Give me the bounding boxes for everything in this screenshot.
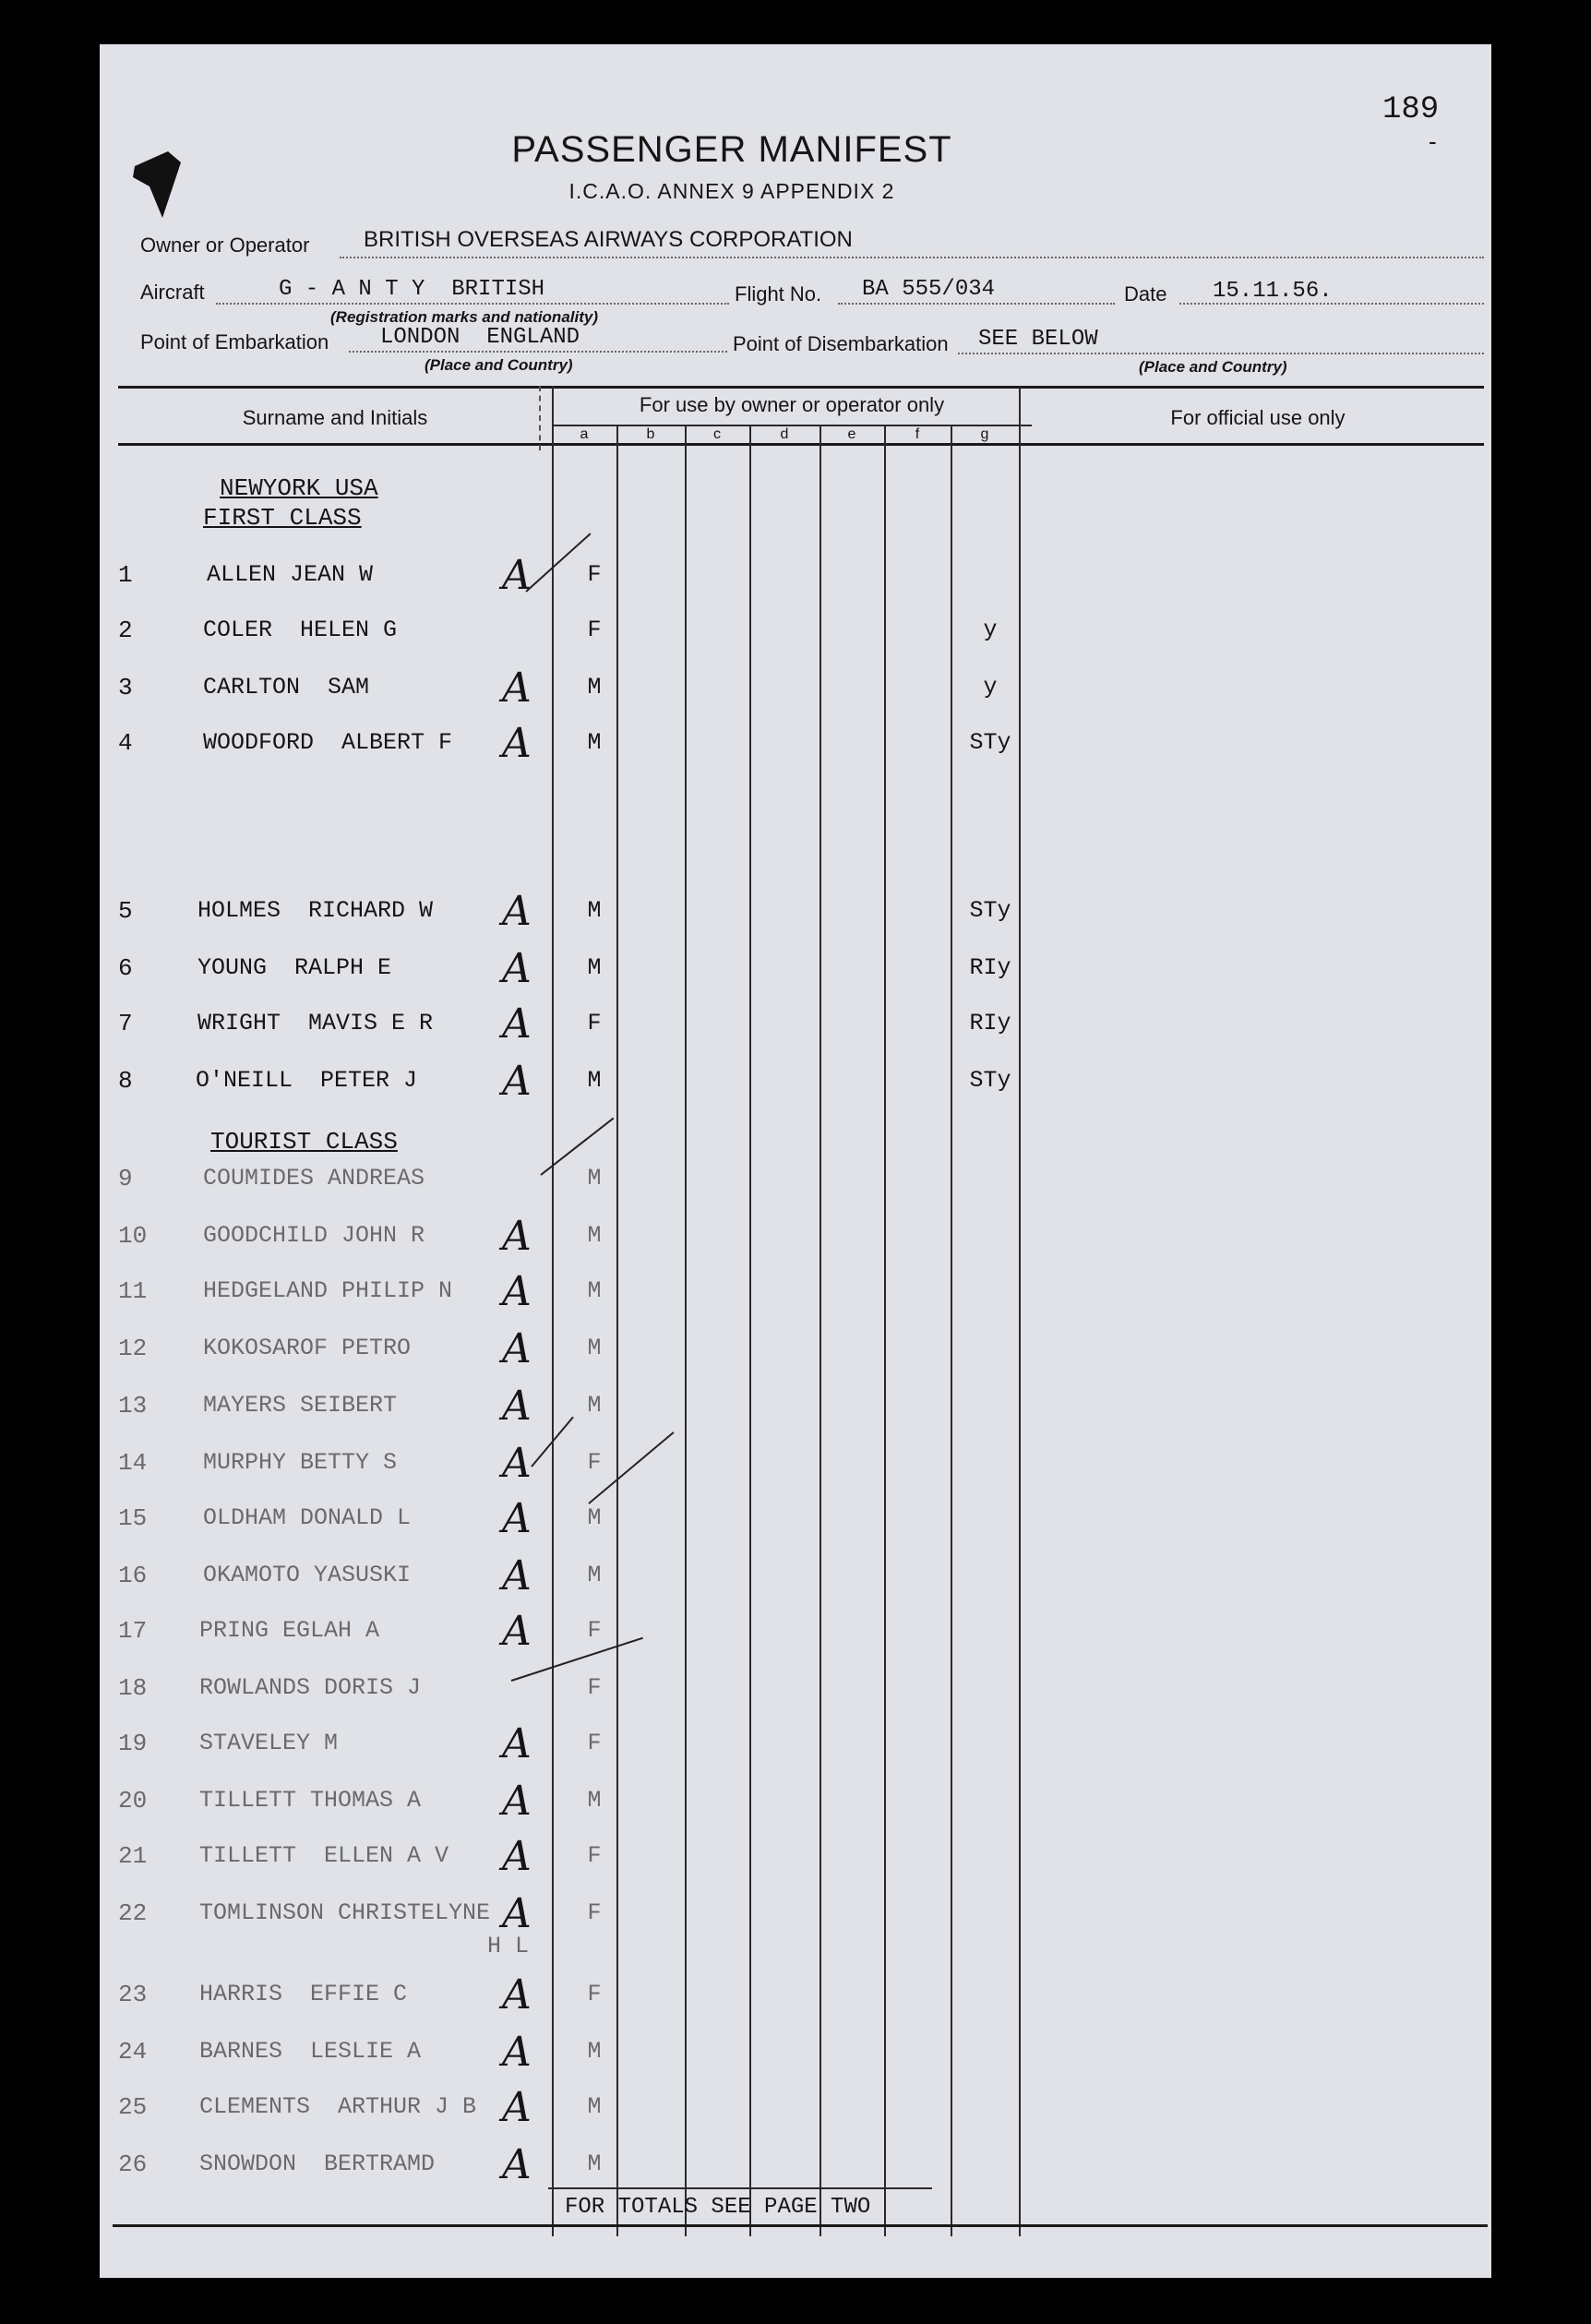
passenger-name: PRING EGLAH A xyxy=(199,1617,380,1644)
totals-rule xyxy=(548,2187,932,2189)
passenger-name: WRIGHT MAVIS E R xyxy=(197,1010,434,1036)
handwritten-mark: A xyxy=(502,1608,532,1655)
passenger-sex: F xyxy=(587,1730,602,1756)
handwritten-mark: A xyxy=(502,1213,532,1260)
passenger-sex: M xyxy=(587,1562,602,1588)
flight-value: BA 555/034 xyxy=(862,277,996,302)
passenger-name: YOUNG RALPH E xyxy=(197,954,392,981)
embark-note: (Place and Country) xyxy=(425,356,573,374)
passenger-name: OLDHAM DONALD L xyxy=(203,1504,412,1531)
column-letter-a: a xyxy=(580,426,589,442)
column-letter-e: e xyxy=(847,426,856,442)
col-official-header: For official use only xyxy=(1170,406,1346,429)
table-row xyxy=(100,1890,1491,1959)
table-row xyxy=(100,1495,1491,1542)
page-dash: - xyxy=(1429,127,1437,155)
table-row xyxy=(100,2141,1491,2188)
flight-dotline xyxy=(838,303,1115,305)
passenger-number: 3 xyxy=(118,674,133,701)
passenger-name: O'NEILL PETER J xyxy=(196,1067,418,1094)
table-row xyxy=(100,1383,1491,1430)
passenger-name: HOLMES RICHARD W xyxy=(197,897,434,924)
passenger-number: 4 xyxy=(118,729,133,757)
passenger-name: ROWLANDS DORIS J xyxy=(199,1674,422,1701)
passenger-name: CARLTON SAM xyxy=(203,674,370,701)
flight-label: Flight No. xyxy=(735,282,822,305)
table-row xyxy=(100,617,1491,653)
passenger-number: 8 xyxy=(118,1067,133,1095)
column-letter-b: b xyxy=(646,426,655,442)
handwritten-mark: A xyxy=(502,945,532,992)
handwritten-mark: A xyxy=(502,1325,532,1372)
passenger-name: TOMLINSON CHRISTELYNE xyxy=(199,1899,491,1926)
passenger-number: 7 xyxy=(118,1010,133,1037)
passenger-sex: F xyxy=(587,1981,602,2007)
passenger-number: 13 xyxy=(118,1392,148,1420)
column-letter-c: c xyxy=(713,426,721,442)
passenger-code-g: RIy xyxy=(969,1010,1011,1036)
passenger-sex: M xyxy=(587,1335,602,1361)
table-row xyxy=(100,888,1491,935)
handwritten-mark: A xyxy=(502,1778,532,1825)
table-top-rule xyxy=(118,386,1484,389)
handwritten-mark: A xyxy=(502,665,532,712)
passenger-number: 20 xyxy=(118,1787,148,1815)
handwritten-mark: A xyxy=(502,1383,532,1430)
passenger-number: 18 xyxy=(118,1674,148,1702)
date-dotline xyxy=(1179,303,1484,305)
handwritten-mark: A xyxy=(502,2084,532,2131)
table-row xyxy=(100,1674,1491,1711)
table-row xyxy=(100,1268,1491,1315)
table-row xyxy=(100,665,1491,712)
passenger-sex: M xyxy=(587,1277,602,1304)
handwritten-mark: A xyxy=(502,2141,532,2188)
passenger-sex: F xyxy=(587,1842,602,1869)
passenger-name: COUMIDES ANDREAS xyxy=(203,1165,425,1192)
passenger-number: 25 xyxy=(118,2093,148,2121)
passenger-number: 6 xyxy=(118,954,133,982)
passenger-name: TILLETT THOMAS A xyxy=(199,1787,422,1814)
col-owner-header: For use by owner or operator only xyxy=(639,393,945,416)
manifest-subtitle: I.C.A.O. ANNEX 9 APPENDIX 2 xyxy=(568,179,895,203)
handwritten-mark: A xyxy=(502,720,532,767)
embark-label: Point of Embarkation xyxy=(140,330,329,353)
passenger-number: 12 xyxy=(118,1335,148,1362)
tourist-class-heading: TOURIST CLASS xyxy=(210,1128,398,1156)
handwritten-mark: A xyxy=(502,888,532,935)
passenger-code-g: y xyxy=(983,674,998,701)
passenger-number: 16 xyxy=(118,1562,148,1589)
date-value: 15.11.56. xyxy=(1213,279,1333,304)
passenger-sex: M xyxy=(587,1504,602,1531)
passenger-code-g: STy xyxy=(969,897,1011,924)
table-row xyxy=(100,1720,1491,1767)
table-bottom-rule xyxy=(113,2224,1488,2227)
table-row xyxy=(100,1165,1491,1202)
table-row xyxy=(100,720,1491,767)
passenger-sex: M xyxy=(587,2093,602,2120)
column-letter-d: d xyxy=(780,426,789,442)
passenger-sex: M xyxy=(587,897,602,924)
handwritten-mark: A xyxy=(502,1440,532,1487)
page-number: 189 xyxy=(1382,92,1440,127)
passenger-number: 11 xyxy=(118,1277,148,1305)
column-letter-f: f xyxy=(915,426,920,442)
passenger-sex: M xyxy=(587,954,602,981)
manifest-title: PASSENGER MANIFEST xyxy=(511,129,952,170)
manifest-page xyxy=(100,44,1491,2278)
aircraft-note: (Registration marks and nationality) xyxy=(330,308,598,326)
table-row xyxy=(100,1971,1491,2019)
passenger-number: 26 xyxy=(118,2150,148,2178)
passenger-name: SNOWDON BERTRAMD xyxy=(199,2150,436,2177)
embark-dotline xyxy=(349,351,727,353)
passenger-number: 14 xyxy=(118,1449,148,1477)
table-row xyxy=(100,2084,1491,2131)
handwritten-mark: A xyxy=(502,1720,532,1767)
passenger-sex: F xyxy=(587,561,602,588)
passenger-number: 21 xyxy=(118,1842,148,1870)
destination-heading: NEWYORK USA xyxy=(220,474,378,502)
passenger-number: 22 xyxy=(118,1899,148,1927)
table-row xyxy=(100,1325,1491,1372)
aircraft-value: G - A N T Y BRITISH xyxy=(279,277,545,302)
passenger-name: BARNES LESLIE A xyxy=(199,2038,422,2065)
surname-dash-divider xyxy=(539,386,541,450)
passenger-code-g: STy xyxy=(969,1067,1011,1094)
owner-value: BRITISH OVERSEAS AIRWAYS CORPORATION xyxy=(364,227,853,252)
handwritten-mark: A xyxy=(502,1552,532,1599)
handwritten-mark: A xyxy=(502,552,532,599)
passenger-number: 2 xyxy=(118,617,133,644)
passenger-code-g: RIy xyxy=(969,954,1011,981)
passenger-number: 10 xyxy=(118,1222,148,1250)
table-row xyxy=(100,1552,1491,1599)
passenger-number: 15 xyxy=(118,1504,148,1532)
table-row xyxy=(100,1608,1491,1655)
passenger-sex: M xyxy=(587,1787,602,1814)
table-row xyxy=(100,1778,1491,1825)
table-row xyxy=(100,552,1491,599)
table-row xyxy=(100,1213,1491,1260)
passenger-number: 5 xyxy=(118,897,133,925)
column-letter-g: g xyxy=(980,426,989,442)
table-row xyxy=(100,1440,1491,1487)
passenger-name: TILLETT ELLEN A V xyxy=(199,1842,449,1869)
passenger-name: CLEMENTS ARTHUR J B xyxy=(199,2093,477,2120)
passenger-sex: M xyxy=(587,729,602,756)
table-row xyxy=(100,2029,1491,2076)
passenger-code-g: y xyxy=(983,617,998,643)
passenger-name: HARRIS EFFIE C xyxy=(199,1981,408,2007)
disembark-value: SEE BELOW xyxy=(978,327,1098,352)
passenger-sex: M xyxy=(587,2150,602,2177)
passenger-number: 23 xyxy=(118,1981,148,2008)
passenger-sex: M xyxy=(587,1222,602,1249)
table-row xyxy=(100,1058,1491,1105)
handwritten-mark: A xyxy=(502,1833,532,1880)
first-class-heading: FIRST CLASS xyxy=(203,504,362,532)
handwritten-mark: A xyxy=(502,2029,532,2076)
table-row xyxy=(100,1000,1491,1048)
table-row xyxy=(100,1833,1491,1880)
passenger-sex: M xyxy=(587,2038,602,2065)
passenger-number: 9 xyxy=(118,1165,133,1192)
handwritten-mark: A xyxy=(502,1971,532,2019)
handwritten-mark: A xyxy=(502,1000,532,1048)
handwritten-mark: A xyxy=(502,1890,532,1937)
owner-label: Owner or Operator xyxy=(140,234,310,257)
passenger-name: MAYERS SEIBERT xyxy=(203,1392,398,1419)
passenger-number: 17 xyxy=(118,1617,148,1645)
passenger-sex: M xyxy=(587,1392,602,1419)
handwritten-mark: A xyxy=(502,1268,532,1315)
passenger-name: GOODCHILD JOHN R xyxy=(203,1222,425,1249)
handwritten-mark: A xyxy=(502,1495,532,1542)
table-row xyxy=(100,945,1491,992)
passenger-number: 1 xyxy=(118,561,133,589)
passenger-number: 19 xyxy=(118,1730,148,1757)
table-header-rule xyxy=(118,443,1484,446)
passenger-sex: F xyxy=(587,1899,602,1926)
disembark-label: Point of Disembarkation xyxy=(733,332,949,355)
date-label: Date xyxy=(1124,282,1167,305)
passenger-name: COLER HELEN G xyxy=(203,617,398,643)
aircraft-dotline xyxy=(216,303,729,305)
passenger-sex: F xyxy=(587,617,602,643)
passenger-name: KOKOSAROF PETRO xyxy=(203,1335,412,1361)
disembark-dotline xyxy=(958,353,1484,354)
passenger-name: ALLEN JEAN W xyxy=(207,561,374,588)
passenger-sex: M xyxy=(587,1165,602,1192)
passenger-name: OKAMOTO YASUSKI xyxy=(203,1562,412,1588)
passenger-name: MURPHY BETTY S xyxy=(203,1449,398,1476)
passenger-sex: F xyxy=(587,1674,602,1701)
passenger-sex: F xyxy=(587,1449,602,1476)
passenger-sex: M xyxy=(587,674,602,701)
passenger-name: STAVELEY M xyxy=(199,1730,339,1756)
owner-dotline xyxy=(340,257,1484,258)
embark-value: LONDON ENGLAND xyxy=(380,325,580,350)
aircraft-label: Aircraft xyxy=(140,281,205,304)
passenger-number: 24 xyxy=(118,2038,148,2066)
disembark-note: (Place and Country) xyxy=(1139,358,1287,376)
handwritten-mark: A xyxy=(502,1058,532,1105)
passenger-code-g: STy xyxy=(969,729,1011,756)
passenger-sex: F xyxy=(587,1617,602,1644)
passenger-name: HEDGELAND PHILIP N xyxy=(203,1277,453,1304)
totals-note: FOR TOTALS SEE PAGE TWO xyxy=(565,2195,871,2220)
passenger-sex: F xyxy=(587,1010,602,1036)
passenger-name: WOODFORD ALBERT F xyxy=(203,729,453,756)
col-surname-header: Surname and Initials xyxy=(242,406,428,429)
passenger-sex: M xyxy=(587,1067,602,1094)
passenger-name-cont: H L xyxy=(487,1933,530,1959)
